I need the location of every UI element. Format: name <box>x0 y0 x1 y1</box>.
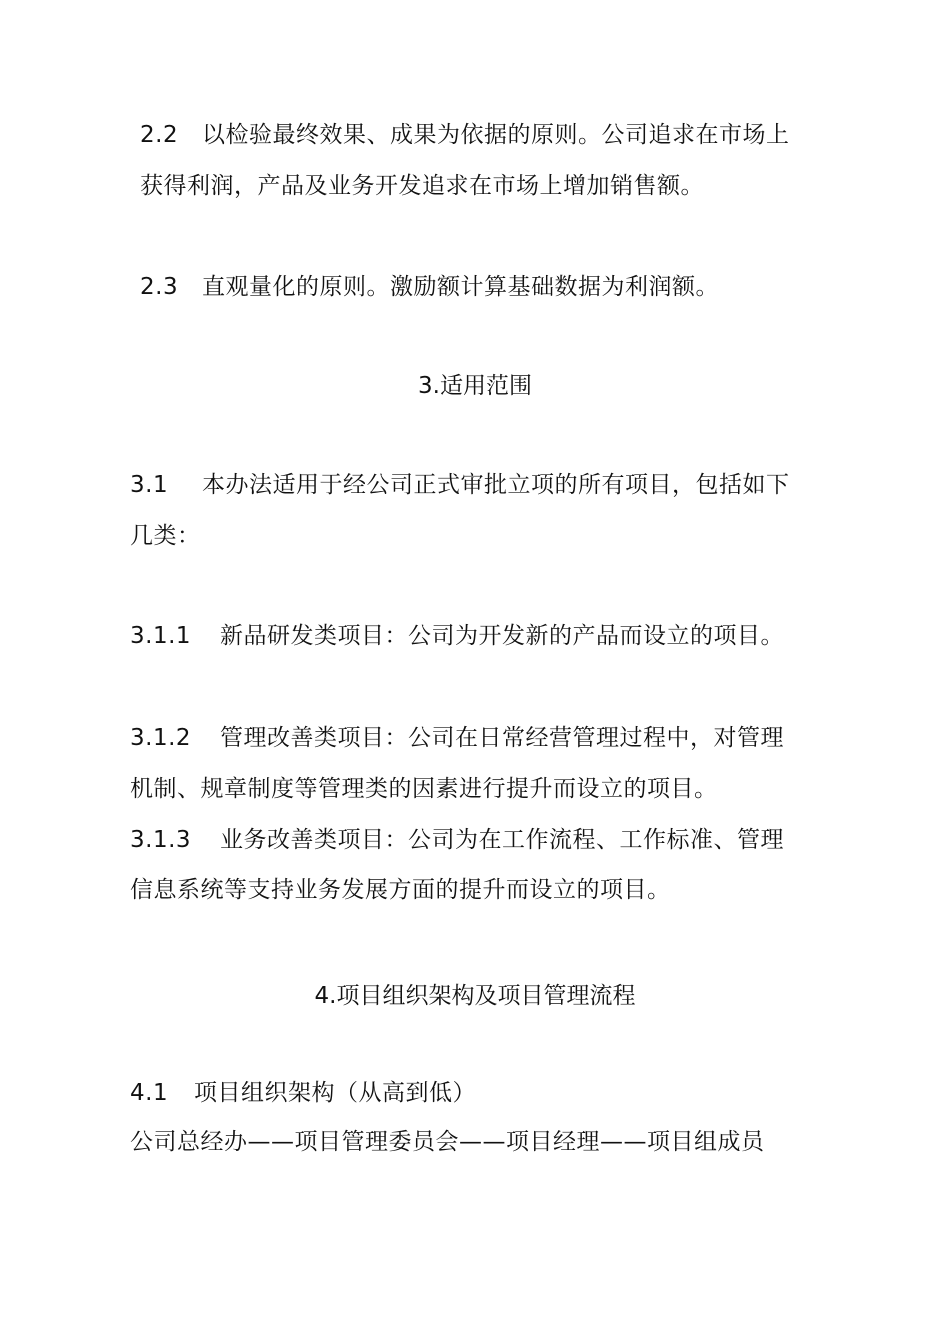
paragraph-3-1-3-line-1 <box>130 825 784 855</box>
paragraph-2-3 <box>140 272 719 302</box>
section-heading-3: 3.适用范围 <box>418 373 532 399</box>
section-number: 2.2 <box>140 122 179 148</box>
paragraph-3-1-3-line-2: 信息系统等支持业务发展方面的提升而设立的项目。 <box>130 877 671 903</box>
paragraph-text: 业务改善类项目：公司为在工作流程、工作标准、管理 <box>220 827 784 853</box>
paragraph-4-1-line-2: 公司总经办——项目管理委员会——项目经理——项目组成员 <box>130 1129 765 1155</box>
paragraph-3-1-line-2: 几类： <box>130 523 201 549</box>
section-number: 3.1.1 <box>130 623 192 649</box>
paragraph-4-1-line-1 <box>130 1078 476 1108</box>
paragraph-text: 管理改善类项目：公司在日常经营管理过程中，对管理 <box>220 725 784 751</box>
section-heading-4: 4.项目组织架构及项目管理流程 <box>314 983 636 1009</box>
paragraph-3-1-line-1 <box>130 470 790 500</box>
section-number: 2.3 <box>140 274 179 300</box>
section-number: 3.1.3 <box>130 827 192 853</box>
paragraph-text: 直观量化的原则。激励额计算基础数据为利润额。 <box>202 274 719 300</box>
paragraph-text: 本办法适用于经公司正式审批立项的所有项目，包括如下 <box>202 472 790 498</box>
paragraph-3-1-1 <box>130 621 784 651</box>
paragraph-2-2-line-1 <box>140 120 790 150</box>
section-number: 3.1 <box>130 472 169 498</box>
paragraph-3-1-2-line-2: 机制、规章制度等管理类的因素进行提升而设立的项目。 <box>130 776 718 802</box>
paragraph-text: 新品研发类项目：公司为开发新的产品而设立的项目。 <box>220 623 784 649</box>
section-number: 4.1 <box>130 1080 169 1106</box>
paragraph-3-1-2-line-1 <box>130 723 784 753</box>
paragraph-text: 以检验最终效果、成果为依据的原则。公司追求在市场上 <box>202 122 790 148</box>
paragraph-2-2-line-2: 获得利润，产品及业务开发追求在市场上增加销售额。 <box>140 173 704 199</box>
paragraph-text: 项目组织架构（从高到低） <box>194 1080 476 1106</box>
section-number: 3.1.2 <box>130 725 192 751</box>
